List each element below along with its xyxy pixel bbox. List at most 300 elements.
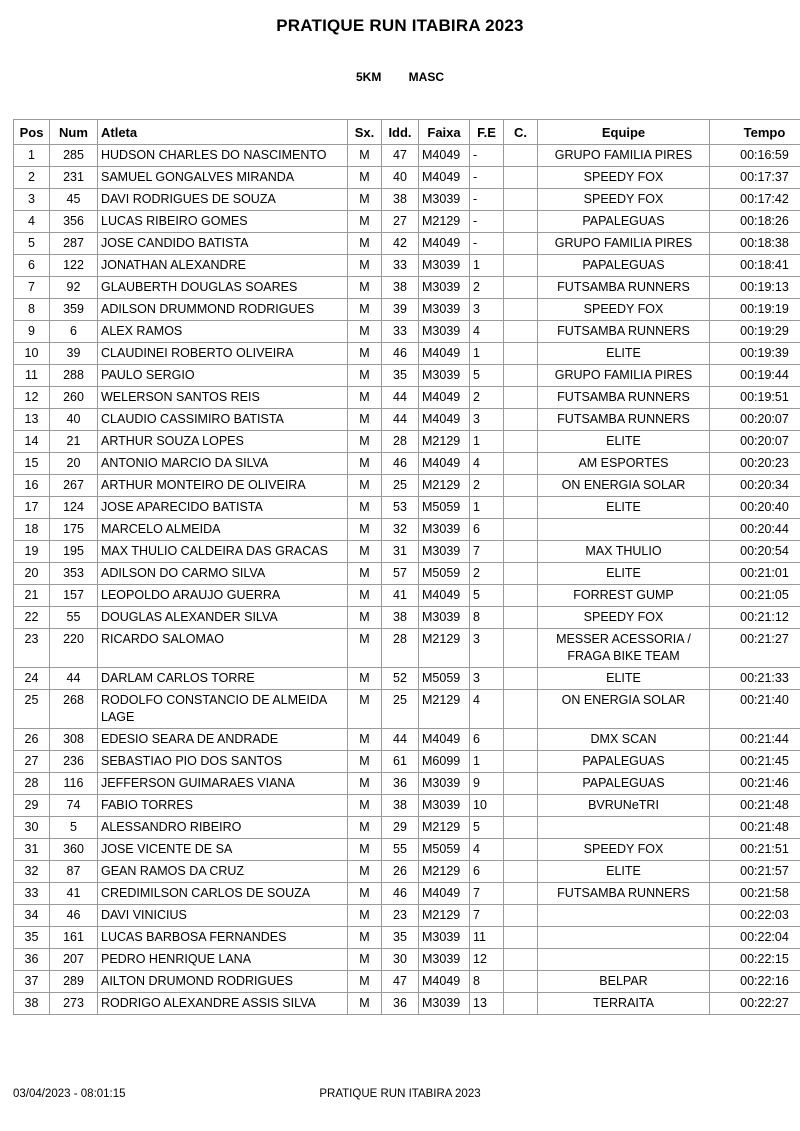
cell-pos: 5 bbox=[14, 233, 50, 255]
cell-fe: 10 bbox=[470, 795, 504, 817]
cell-atleta: EDESIO SEARA DE ANDRADE bbox=[98, 729, 348, 751]
cell-pos: 19 bbox=[14, 541, 50, 563]
cell-tempo: 00:21:46 bbox=[710, 773, 800, 795]
cell-tempo: 00:22:16 bbox=[710, 971, 800, 993]
cell-faixa: M5059 bbox=[419, 497, 470, 519]
cell-equipe bbox=[538, 927, 710, 949]
cell-faixa: M5059 bbox=[419, 563, 470, 585]
cell-idade: 46 bbox=[382, 453, 419, 475]
cell-num: 157 bbox=[50, 585, 98, 607]
cell-idade: 55 bbox=[382, 839, 419, 861]
cell-equipe: MESSER ACESSORIA / FRAGA BIKE TEAM bbox=[538, 629, 710, 668]
cell-fe: - bbox=[470, 167, 504, 189]
col-header-pos: Pos bbox=[14, 120, 50, 145]
cell-c bbox=[504, 927, 538, 949]
cell-idade: 33 bbox=[382, 255, 419, 277]
cell-fe: 2 bbox=[470, 563, 504, 585]
cell-idade: 30 bbox=[382, 949, 419, 971]
table-row bbox=[14, 167, 800, 189]
cell-atleta: JEFFERSON GUIMARAES VIANA bbox=[98, 773, 348, 795]
cell-idade: 35 bbox=[382, 927, 419, 949]
table-row bbox=[14, 949, 800, 971]
table-row bbox=[14, 211, 800, 233]
cell-pos: 22 bbox=[14, 607, 50, 629]
cell-pos: 8 bbox=[14, 299, 50, 321]
cell-sexo: M bbox=[348, 255, 382, 277]
cell-c bbox=[504, 773, 538, 795]
cell-fe: 7 bbox=[470, 883, 504, 905]
cell-c bbox=[504, 971, 538, 993]
cell-faixa: M4049 bbox=[419, 233, 470, 255]
cell-fe: 13 bbox=[470, 993, 504, 1015]
cell-atleta: JOSE CANDIDO BATISTA bbox=[98, 233, 348, 255]
cell-equipe: GRUPO FAMILIA PIRES bbox=[538, 145, 710, 167]
col-header-atleta: Atleta bbox=[98, 120, 348, 145]
cell-sexo: M bbox=[348, 167, 382, 189]
cell-num: 288 bbox=[50, 365, 98, 387]
cell-c bbox=[504, 321, 538, 343]
cell-num: 287 bbox=[50, 233, 98, 255]
cell-tempo: 00:20:23 bbox=[710, 453, 800, 475]
cell-fe: 4 bbox=[470, 690, 504, 729]
cell-fe: - bbox=[470, 189, 504, 211]
cell-c bbox=[504, 211, 538, 233]
cell-faixa: M4049 bbox=[419, 453, 470, 475]
cell-fe: 1 bbox=[470, 255, 504, 277]
cell-c bbox=[504, 861, 538, 883]
cell-equipe bbox=[538, 519, 710, 541]
race-subtitle bbox=[0, 70, 800, 84]
cell-equipe: ELITE bbox=[538, 861, 710, 883]
cell-sexo: M bbox=[348, 277, 382, 299]
table-row bbox=[14, 145, 800, 167]
cell-fe: 6 bbox=[470, 519, 504, 541]
cell-atleta: DAVI RODRIGUES DE SOUZA bbox=[98, 189, 348, 211]
cell-fe: 2 bbox=[470, 387, 504, 409]
cell-sexo: M bbox=[348, 453, 382, 475]
cell-fe: 3 bbox=[470, 668, 504, 690]
cell-sexo: M bbox=[348, 519, 382, 541]
cell-atleta: CREDIMILSON CARLOS DE SOUZA bbox=[98, 883, 348, 905]
page-title: PRATIQUE RUN ITABIRA 2023 bbox=[276, 16, 524, 35]
cell-tempo: 00:21:05 bbox=[710, 585, 800, 607]
cell-faixa: M5059 bbox=[419, 668, 470, 690]
table-header-row bbox=[14, 120, 800, 145]
cell-sexo: M bbox=[348, 839, 382, 861]
cell-c bbox=[504, 497, 538, 519]
cell-tempo: 00:19:19 bbox=[710, 299, 800, 321]
cell-faixa: M3039 bbox=[419, 321, 470, 343]
cell-sexo: M bbox=[348, 563, 382, 585]
cell-faixa: M2129 bbox=[419, 629, 470, 668]
table-row bbox=[14, 839, 800, 861]
cell-c bbox=[504, 145, 538, 167]
cell-pos: 6 bbox=[14, 255, 50, 277]
cell-c bbox=[504, 453, 538, 475]
cell-c bbox=[504, 585, 538, 607]
cell-sexo: M bbox=[348, 927, 382, 949]
race-category: MASC bbox=[408, 70, 445, 84]
cell-tempo: 00:21:48 bbox=[710, 817, 800, 839]
cell-sexo: M bbox=[348, 409, 382, 431]
cell-tempo: 00:19:39 bbox=[710, 343, 800, 365]
cell-num: 175 bbox=[50, 519, 98, 541]
cell-faixa: M2129 bbox=[419, 690, 470, 729]
cell-atleta: DAVI VINICIUS bbox=[98, 905, 348, 927]
footer-timestamp: 03/04/2023 - 08:01:15 bbox=[13, 1088, 126, 1100]
cell-tempo: 00:20:07 bbox=[710, 409, 800, 431]
cell-c bbox=[504, 167, 538, 189]
cell-sexo: M bbox=[348, 607, 382, 629]
cell-fe: - bbox=[470, 211, 504, 233]
cell-atleta: PEDRO HENRIQUE LANA bbox=[98, 949, 348, 971]
table-row bbox=[14, 233, 800, 255]
cell-atleta: GEAN RAMOS DA CRUZ bbox=[98, 861, 348, 883]
cell-num: 124 bbox=[50, 497, 98, 519]
cell-equipe: ELITE bbox=[538, 563, 710, 585]
cell-tempo: 00:21:27 bbox=[710, 629, 800, 668]
cell-tempo: 00:21:58 bbox=[710, 883, 800, 905]
cell-num: 236 bbox=[50, 751, 98, 773]
cell-faixa: M3039 bbox=[419, 277, 470, 299]
cell-sexo: M bbox=[348, 585, 382, 607]
cell-c bbox=[504, 519, 538, 541]
cell-fe: 3 bbox=[470, 629, 504, 668]
table-row bbox=[14, 729, 800, 751]
cell-atleta: HUDSON CHARLES DO NASCIMENTO bbox=[98, 145, 348, 167]
cell-atleta: ARTHUR MONTEIRO DE OLIVEIRA bbox=[98, 475, 348, 497]
cell-fe: 6 bbox=[470, 729, 504, 751]
cell-fe: 4 bbox=[470, 839, 504, 861]
cell-num: 44 bbox=[50, 668, 98, 690]
cell-tempo: 00:21:48 bbox=[710, 795, 800, 817]
cell-faixa: M3039 bbox=[419, 795, 470, 817]
cell-atleta: LUCAS RIBEIRO GOMES bbox=[98, 211, 348, 233]
cell-tempo: 00:21:33 bbox=[710, 668, 800, 690]
cell-c bbox=[504, 343, 538, 365]
cell-idade: 46 bbox=[382, 883, 419, 905]
table-row bbox=[14, 971, 800, 993]
cell-num: 122 bbox=[50, 255, 98, 277]
cell-atleta: ALEX RAMOS bbox=[98, 321, 348, 343]
cell-idade: 40 bbox=[382, 167, 419, 189]
cell-pos: 31 bbox=[14, 839, 50, 861]
cell-tempo: 00:19:29 bbox=[710, 321, 800, 343]
cell-pos: 15 bbox=[14, 453, 50, 475]
cell-pos: 23 bbox=[14, 629, 50, 668]
cell-atleta: GLAUBERTH DOUGLAS SOARES bbox=[98, 277, 348, 299]
cell-atleta: MARCELO ALMEIDA bbox=[98, 519, 348, 541]
cell-faixa: M2129 bbox=[419, 211, 470, 233]
cell-tempo: 00:22:27 bbox=[710, 993, 800, 1015]
cell-num: 46 bbox=[50, 905, 98, 927]
cell-equipe bbox=[538, 949, 710, 971]
cell-sexo: M bbox=[348, 299, 382, 321]
cell-tempo: 00:21:40 bbox=[710, 690, 800, 729]
cell-fe: 2 bbox=[470, 475, 504, 497]
cell-pos: 26 bbox=[14, 729, 50, 751]
cell-atleta: ADILSON DO CARMO SILVA bbox=[98, 563, 348, 585]
cell-idade: 28 bbox=[382, 431, 419, 453]
cell-equipe: SPEEDY FOX bbox=[538, 299, 710, 321]
cell-atleta: DOUGLAS ALEXANDER SILVA bbox=[98, 607, 348, 629]
race-distance: 5KM bbox=[355, 70, 382, 84]
cell-fe: 5 bbox=[470, 585, 504, 607]
cell-num: 41 bbox=[50, 883, 98, 905]
cell-num: 353 bbox=[50, 563, 98, 585]
cell-idade: 53 bbox=[382, 497, 419, 519]
cell-equipe: DMX SCAN bbox=[538, 729, 710, 751]
cell-pos: 2 bbox=[14, 167, 50, 189]
cell-tempo: 00:21:44 bbox=[710, 729, 800, 751]
cell-idade: 33 bbox=[382, 321, 419, 343]
cell-idade: 52 bbox=[382, 668, 419, 690]
cell-sexo: M bbox=[348, 905, 382, 927]
cell-idade: 47 bbox=[382, 971, 419, 993]
table-row bbox=[14, 773, 800, 795]
cell-c bbox=[504, 883, 538, 905]
cell-tempo: 00:19:44 bbox=[710, 365, 800, 387]
cell-atleta: MAX THULIO CALDEIRA DAS GRACAS bbox=[98, 541, 348, 563]
cell-fe: 3 bbox=[470, 299, 504, 321]
cell-pos: 28 bbox=[14, 773, 50, 795]
cell-fe: 5 bbox=[470, 817, 504, 839]
cell-c bbox=[504, 189, 538, 211]
cell-idade: 38 bbox=[382, 607, 419, 629]
cell-equipe: ELITE bbox=[538, 668, 710, 690]
cell-equipe: ON ENERGIA SOLAR bbox=[538, 690, 710, 729]
cell-idade: 57 bbox=[382, 563, 419, 585]
cell-idade: 27 bbox=[382, 211, 419, 233]
cell-idade: 26 bbox=[382, 861, 419, 883]
table-row bbox=[14, 255, 800, 277]
table-row bbox=[14, 795, 800, 817]
cell-tempo: 00:22:15 bbox=[710, 949, 800, 971]
cell-pos: 38 bbox=[14, 993, 50, 1015]
cell-tempo: 00:20:34 bbox=[710, 475, 800, 497]
cell-sexo: M bbox=[348, 773, 382, 795]
cell-atleta: DARLAM CARLOS TORRE bbox=[98, 668, 348, 690]
cell-equipe: ELITE bbox=[538, 431, 710, 453]
col-header-equipe: Equipe bbox=[538, 120, 710, 145]
cell-equipe: ON ENERGIA SOLAR bbox=[538, 475, 710, 497]
cell-faixa: M4049 bbox=[419, 387, 470, 409]
cell-c bbox=[504, 475, 538, 497]
cell-pos: 14 bbox=[14, 431, 50, 453]
cell-atleta: SAMUEL GONGALVES MIRANDA bbox=[98, 167, 348, 189]
cell-faixa: M3039 bbox=[419, 189, 470, 211]
cell-pos: 34 bbox=[14, 905, 50, 927]
cell-num: 116 bbox=[50, 773, 98, 795]
cell-sexo: M bbox=[348, 541, 382, 563]
table-row bbox=[14, 563, 800, 585]
cell-faixa: M3039 bbox=[419, 949, 470, 971]
cell-fe: 4 bbox=[470, 453, 504, 475]
cell-fe: 7 bbox=[470, 541, 504, 563]
cell-equipe: PAPALEGUAS bbox=[538, 751, 710, 773]
cell-num: 5 bbox=[50, 817, 98, 839]
table-row bbox=[14, 927, 800, 949]
cell-fe: 8 bbox=[470, 971, 504, 993]
cell-atleta: SEBASTIAO PIO DOS SANTOS bbox=[98, 751, 348, 773]
cell-atleta: ALESSANDRO RIBEIRO bbox=[98, 817, 348, 839]
cell-atleta: ADILSON DRUMMOND RODRIGUES bbox=[98, 299, 348, 321]
table-row bbox=[14, 751, 800, 773]
cell-faixa: M3039 bbox=[419, 299, 470, 321]
cell-pos: 3 bbox=[14, 189, 50, 211]
cell-idade: 46 bbox=[382, 343, 419, 365]
cell-num: 231 bbox=[50, 167, 98, 189]
cell-equipe: SPEEDY FOX bbox=[538, 189, 710, 211]
cell-pos: 18 bbox=[14, 519, 50, 541]
cell-fe: 6 bbox=[470, 861, 504, 883]
cell-num: 207 bbox=[50, 949, 98, 971]
col-header-sexo: Sx. bbox=[348, 120, 382, 145]
cell-num: 6 bbox=[50, 321, 98, 343]
cell-num: 161 bbox=[50, 927, 98, 949]
cell-num: 289 bbox=[50, 971, 98, 993]
cell-sexo: M bbox=[348, 629, 382, 668]
cell-fe: 4 bbox=[470, 321, 504, 343]
cell-atleta: CLAUDIO CASSIMIRO BATISTA bbox=[98, 409, 348, 431]
cell-faixa: M4049 bbox=[419, 343, 470, 365]
cell-sexo: M bbox=[348, 343, 382, 365]
cell-c bbox=[504, 839, 538, 861]
cell-idade: 38 bbox=[382, 189, 419, 211]
cell-c bbox=[504, 668, 538, 690]
table-row bbox=[14, 585, 800, 607]
cell-atleta: CLAUDINEI ROBERTO OLIVEIRA bbox=[98, 343, 348, 365]
table-row bbox=[14, 541, 800, 563]
cell-idade: 39 bbox=[382, 299, 419, 321]
cell-tempo: 00:20:07 bbox=[710, 431, 800, 453]
cell-atleta: JOSE VICENTE DE SA bbox=[98, 839, 348, 861]
cell-num: 268 bbox=[50, 690, 98, 729]
cell-sexo: M bbox=[348, 321, 382, 343]
cell-sexo: M bbox=[348, 365, 382, 387]
cell-sexo: M bbox=[348, 145, 382, 167]
cell-tempo: 00:22:04 bbox=[710, 927, 800, 949]
cell-num: 308 bbox=[50, 729, 98, 751]
cell-equipe: BELPAR bbox=[538, 971, 710, 993]
cell-num: 87 bbox=[50, 861, 98, 883]
cell-pos: 7 bbox=[14, 277, 50, 299]
cell-sexo: M bbox=[348, 690, 382, 729]
cell-faixa: M4049 bbox=[419, 883, 470, 905]
cell-pos: 24 bbox=[14, 668, 50, 690]
cell-num: 273 bbox=[50, 993, 98, 1015]
cell-equipe: FUTSAMBA RUNNERS bbox=[538, 883, 710, 905]
cell-fe: 7 bbox=[470, 905, 504, 927]
cell-pos: 35 bbox=[14, 927, 50, 949]
cell-equipe: SPEEDY FOX bbox=[538, 167, 710, 189]
cell-pos: 13 bbox=[14, 409, 50, 431]
cell-c bbox=[504, 795, 538, 817]
cell-pos: 16 bbox=[14, 475, 50, 497]
table-row bbox=[14, 409, 800, 431]
table-row bbox=[14, 431, 800, 453]
cell-fe: - bbox=[470, 233, 504, 255]
cell-sexo: M bbox=[348, 387, 382, 409]
cell-sexo: M bbox=[348, 993, 382, 1015]
cell-sexo: M bbox=[348, 729, 382, 751]
cell-c bbox=[504, 629, 538, 668]
cell-num: 20 bbox=[50, 453, 98, 475]
cell-c bbox=[504, 255, 538, 277]
cell-faixa: M2129 bbox=[419, 905, 470, 927]
cell-c bbox=[504, 277, 538, 299]
cell-c bbox=[504, 607, 538, 629]
cell-num: 360 bbox=[50, 839, 98, 861]
cell-sexo: M bbox=[348, 475, 382, 497]
cell-equipe: SPEEDY FOX bbox=[538, 839, 710, 861]
cell-faixa: M4049 bbox=[419, 585, 470, 607]
cell-fe: 1 bbox=[470, 431, 504, 453]
cell-atleta: LUCAS BARBOSA FERNANDES bbox=[98, 927, 348, 949]
cell-idade: 42 bbox=[382, 233, 419, 255]
results-table bbox=[13, 119, 800, 1015]
cell-fe: - bbox=[470, 145, 504, 167]
cell-idade: 23 bbox=[382, 905, 419, 927]
cell-sexo: M bbox=[348, 861, 382, 883]
cell-equipe: PAPALEGUAS bbox=[538, 211, 710, 233]
cell-equipe: AM ESPORTES bbox=[538, 453, 710, 475]
table-row bbox=[14, 343, 800, 365]
cell-idade: 25 bbox=[382, 690, 419, 729]
col-header-idade: Idd. bbox=[382, 120, 419, 145]
cell-idade: 38 bbox=[382, 277, 419, 299]
cell-c bbox=[504, 905, 538, 927]
results-body bbox=[14, 145, 800, 1015]
cell-c bbox=[504, 751, 538, 773]
cell-faixa: M3039 bbox=[419, 927, 470, 949]
cell-faixa: M4049 bbox=[419, 409, 470, 431]
cell-c bbox=[504, 690, 538, 729]
cell-pos: 12 bbox=[14, 387, 50, 409]
cell-atleta: JOSE APARECIDO BATISTA bbox=[98, 497, 348, 519]
table-row bbox=[14, 453, 800, 475]
col-header-tempo: Tempo bbox=[710, 120, 800, 145]
cell-fe: 2 bbox=[470, 277, 504, 299]
cell-equipe bbox=[538, 817, 710, 839]
cell-atleta: RICARDO SALOMAO bbox=[98, 629, 348, 668]
cell-tempo: 00:21:51 bbox=[710, 839, 800, 861]
cell-num: 220 bbox=[50, 629, 98, 668]
cell-faixa: M4049 bbox=[419, 145, 470, 167]
cell-tempo: 00:20:54 bbox=[710, 541, 800, 563]
cell-pos: 29 bbox=[14, 795, 50, 817]
table-row bbox=[14, 690, 800, 729]
cell-equipe: FUTSAMBA RUNNERS bbox=[538, 321, 710, 343]
col-header-c: C. bbox=[504, 120, 538, 145]
cell-c bbox=[504, 541, 538, 563]
cell-idade: 36 bbox=[382, 993, 419, 1015]
cell-tempo: 00:18:41 bbox=[710, 255, 800, 277]
table-row bbox=[14, 883, 800, 905]
cell-idade: 31 bbox=[382, 541, 419, 563]
cell-sexo: M bbox=[348, 971, 382, 993]
table-row bbox=[14, 189, 800, 211]
cell-equipe: ELITE bbox=[538, 343, 710, 365]
cell-equipe: GRUPO FAMILIA PIRES bbox=[538, 233, 710, 255]
cell-num: 21 bbox=[50, 431, 98, 453]
cell-fe: 9 bbox=[470, 773, 504, 795]
cell-pos: 32 bbox=[14, 861, 50, 883]
cell-atleta: LEOPOLDO ARAUJO GUERRA bbox=[98, 585, 348, 607]
cell-num: 267 bbox=[50, 475, 98, 497]
cell-idade: 29 bbox=[382, 817, 419, 839]
cell-idade: 32 bbox=[382, 519, 419, 541]
